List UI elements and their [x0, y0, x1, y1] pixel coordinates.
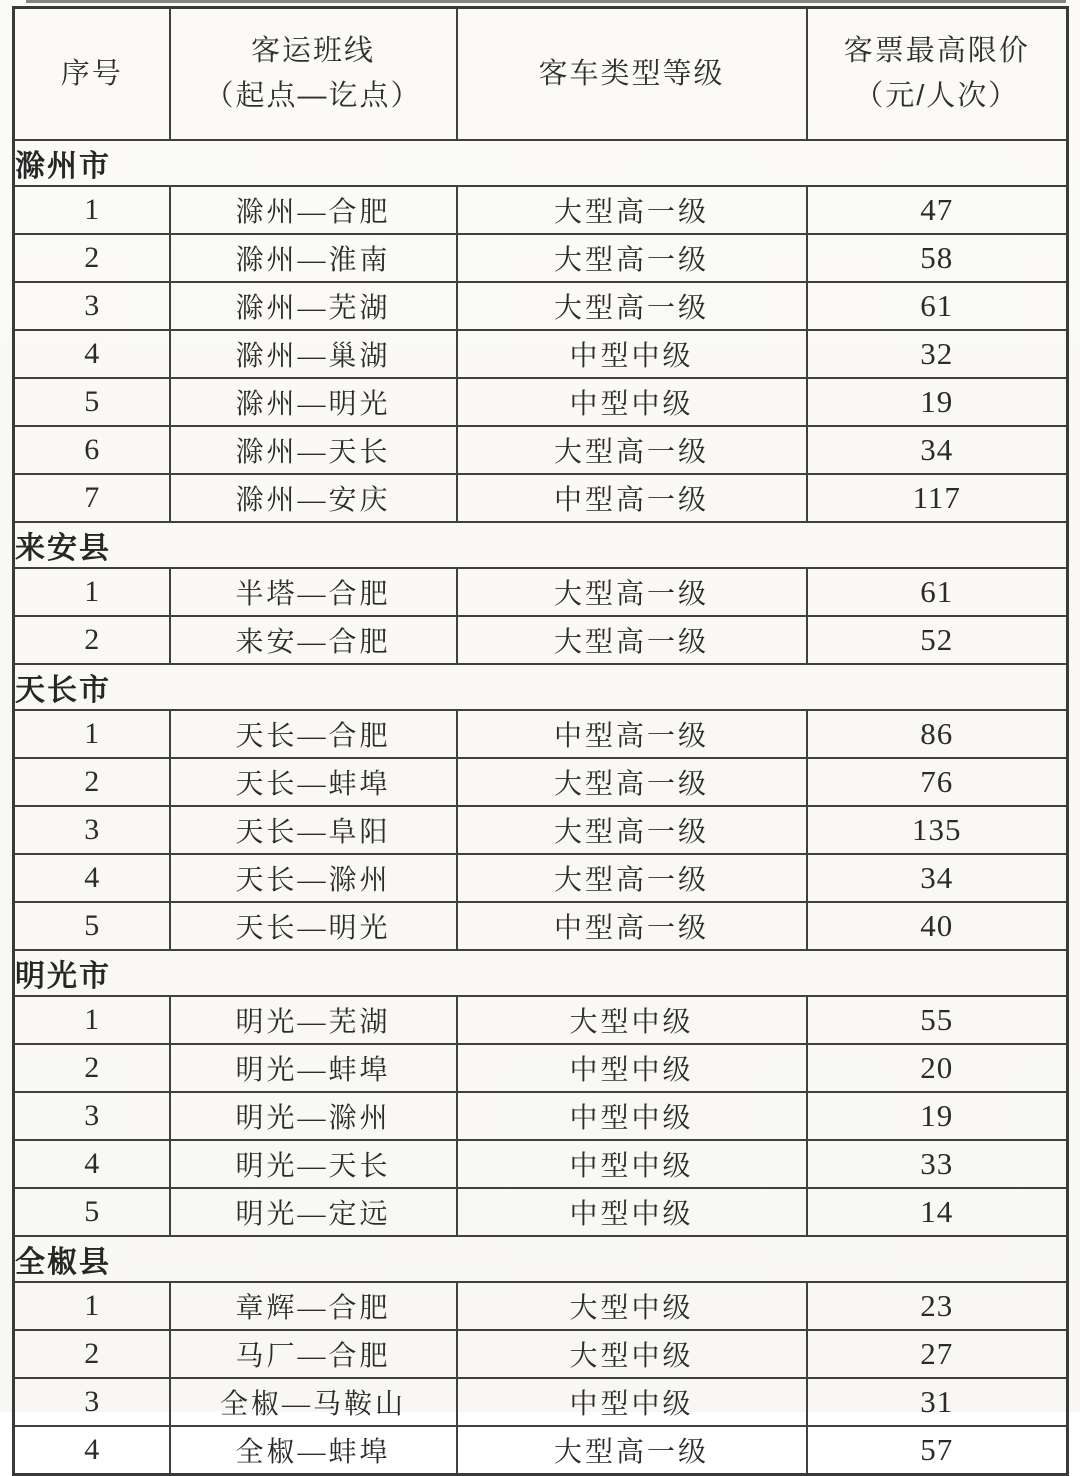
bus-type-cell: 大型高一级: [457, 758, 807, 806]
route-cell: 滁州—明光: [170, 378, 457, 426]
table-row: [14, 1044, 1068, 1092]
table-row: [14, 854, 1068, 902]
price-cell: 34: [807, 426, 1068, 474]
table-row: [14, 1140, 1068, 1188]
table-header-row: [14, 8, 1068, 141]
bus-type-cell: 大型高一级: [457, 426, 807, 474]
bus-type-cell: 中型中级: [457, 1378, 807, 1426]
bus-type-cell: 中型中级: [457, 378, 807, 426]
seq-cell: 1: [14, 1282, 170, 1330]
seq-cell: 4: [14, 330, 170, 378]
section-row: [14, 140, 1068, 186]
bus-type-cell: 中型中级: [457, 330, 807, 378]
price-cell: 33: [807, 1140, 1068, 1188]
section-row: [14, 950, 1068, 996]
scan-artifact-line: [26, 0, 1066, 3]
bus-type-cell: 中型中级: [457, 1092, 807, 1140]
fare-limit-table: [12, 6, 1069, 1476]
table-row: [14, 1282, 1068, 1330]
table-row: [14, 568, 1068, 616]
route-cell: 全椒—蚌埠: [170, 1426, 457, 1475]
route-cell: 滁州—淮南: [170, 234, 457, 282]
price-cell: 58: [807, 234, 1068, 282]
section-title: 明光市: [14, 950, 1068, 996]
bus-type-cell: 大型高一级: [457, 186, 807, 234]
column-header-price: [807, 8, 1068, 141]
price-cell: 27: [807, 1330, 1068, 1378]
price-cell: 135: [807, 806, 1068, 854]
route-cell: 明光—芜湖: [170, 996, 457, 1044]
price-cell: 20: [807, 1044, 1068, 1092]
table-row: [14, 186, 1068, 234]
column-header-price-line2: （元/人次）: [854, 80, 1020, 112]
column-header-route: [170, 8, 457, 141]
price-cell: 76: [807, 758, 1068, 806]
column-header-route-line1: 客运班线: [250, 35, 375, 68]
seq-cell: 3: [14, 282, 170, 330]
bus-type-cell: 大型高一级: [457, 854, 807, 902]
price-cell: 23: [807, 1282, 1068, 1330]
seq-cell: 1: [14, 568, 170, 616]
table-row: [14, 902, 1068, 950]
seq-cell: 7: [14, 474, 170, 522]
price-cell: 47: [807, 186, 1068, 234]
table-row: [14, 234, 1068, 282]
seq-cell: 5: [14, 1188, 170, 1236]
section-row: [14, 522, 1068, 568]
section-row: [14, 664, 1068, 710]
table-row: [14, 710, 1068, 758]
section-row: [14, 1236, 1068, 1282]
column-header-route-line2: （起点—讫点）: [204, 80, 422, 112]
price-cell: 61: [807, 282, 1068, 330]
route-cell: 天长—蚌埠: [170, 758, 457, 806]
bus-type-cell: 中型高一级: [457, 902, 807, 950]
seq-cell: 2: [14, 1044, 170, 1092]
route-cell: 天长—滁州: [170, 854, 457, 902]
route-cell: 明光—天长: [170, 1140, 457, 1188]
route-cell: 明光—蚌埠: [170, 1044, 457, 1092]
route-cell: 明光—滁州: [170, 1092, 457, 1140]
bus-type-cell: 大型中级: [457, 1330, 807, 1378]
seq-cell: 3: [14, 806, 170, 854]
seq-cell: 5: [14, 378, 170, 426]
section-title: 天长市: [14, 664, 1068, 710]
price-cell: 57: [807, 1426, 1068, 1475]
route-cell: 来安—合肥: [170, 616, 457, 664]
price-cell: 19: [807, 1092, 1068, 1140]
section-title: 滁州市: [14, 140, 1068, 186]
price-cell: 61: [807, 568, 1068, 616]
seq-cell: 3: [14, 1378, 170, 1426]
price-cell: 55: [807, 996, 1068, 1044]
section-title: 全椒县: [14, 1236, 1068, 1282]
seq-cell: 2: [14, 234, 170, 282]
column-header-bus-type-label: 客车类型等级: [538, 57, 725, 90]
price-cell: 34: [807, 854, 1068, 902]
route-cell: 滁州—安庆: [170, 474, 457, 522]
table-row: [14, 1330, 1068, 1378]
table-row: [14, 426, 1068, 474]
route-cell: 滁州—巢湖: [170, 330, 457, 378]
route-cell: 滁州—天长: [170, 426, 457, 474]
table-row: [14, 1092, 1068, 1140]
table-header: [14, 8, 1068, 141]
table-row: [14, 806, 1068, 854]
route-cell: 马厂—合肥: [170, 1330, 457, 1378]
bus-type-cell: 中型高一级: [457, 474, 807, 522]
bus-type-cell: 大型高一级: [457, 806, 807, 854]
price-cell: 40: [807, 902, 1068, 950]
price-cell: 86: [807, 710, 1068, 758]
route-cell: 天长—明光: [170, 902, 457, 950]
price-cell: 32: [807, 330, 1068, 378]
seq-cell: 1: [14, 996, 170, 1044]
route-cell: 半塔—合肥: [170, 568, 457, 616]
column-header-seq-label: 序号: [60, 57, 123, 90]
column-header-price-line1: 客票最高限价: [843, 35, 1030, 68]
table-row: [14, 758, 1068, 806]
seq-cell: 2: [14, 616, 170, 664]
bus-type-cell: 大型中级: [457, 996, 807, 1044]
route-cell: 全椒—马鞍山: [170, 1378, 457, 1426]
bus-type-cell: 中型中级: [457, 1044, 807, 1092]
bus-type-cell: 中型高一级: [457, 710, 807, 758]
table-row: [14, 282, 1068, 330]
table-body: [14, 140, 1068, 1475]
bus-type-cell: 大型中级: [457, 1282, 807, 1330]
table-row: [14, 330, 1068, 378]
section-title: 来安县: [14, 522, 1068, 568]
bus-type-cell: 中型中级: [457, 1188, 807, 1236]
price-cell: 19: [807, 378, 1068, 426]
table-row: [14, 1426, 1068, 1475]
bus-type-cell: 大型高一级: [457, 616, 807, 664]
table-row: [14, 378, 1068, 426]
route-cell: 明光—定远: [170, 1188, 457, 1236]
bus-type-cell: 大型高一级: [457, 282, 807, 330]
route-cell: 章辉—合肥: [170, 1282, 457, 1330]
price-cell: 52: [807, 616, 1068, 664]
seq-cell: 2: [14, 1330, 170, 1378]
seq-cell: 2: [14, 758, 170, 806]
seq-cell: 5: [14, 902, 170, 950]
column-header-seq: [14, 8, 170, 141]
price-cell: 14: [807, 1188, 1068, 1236]
bus-type-cell: 大型高一级: [457, 234, 807, 282]
seq-cell: 3: [14, 1092, 170, 1140]
column-header-bus-type: [457, 8, 807, 141]
seq-cell: 1: [14, 710, 170, 758]
price-cell: 117: [807, 474, 1068, 522]
price-cell: 31: [807, 1378, 1068, 1426]
table-row: [14, 996, 1068, 1044]
seq-cell: 4: [14, 854, 170, 902]
route-cell: 天长—合肥: [170, 710, 457, 758]
bus-type-cell: 大型高一级: [457, 1426, 807, 1475]
bus-type-cell: 中型中级: [457, 1140, 807, 1188]
seq-cell: 1: [14, 186, 170, 234]
route-cell: 滁州—合肥: [170, 186, 457, 234]
seq-cell: 4: [14, 1426, 170, 1475]
table-row: [14, 1378, 1068, 1426]
table-row: [14, 616, 1068, 664]
route-cell: 天长—阜阳: [170, 806, 457, 854]
seq-cell: 4: [14, 1140, 170, 1188]
route-cell: 滁州—芜湖: [170, 282, 457, 330]
seq-cell: 6: [14, 426, 170, 474]
table-row: [14, 1188, 1068, 1236]
table-row: [14, 474, 1068, 522]
bus-type-cell: 大型高一级: [457, 568, 807, 616]
